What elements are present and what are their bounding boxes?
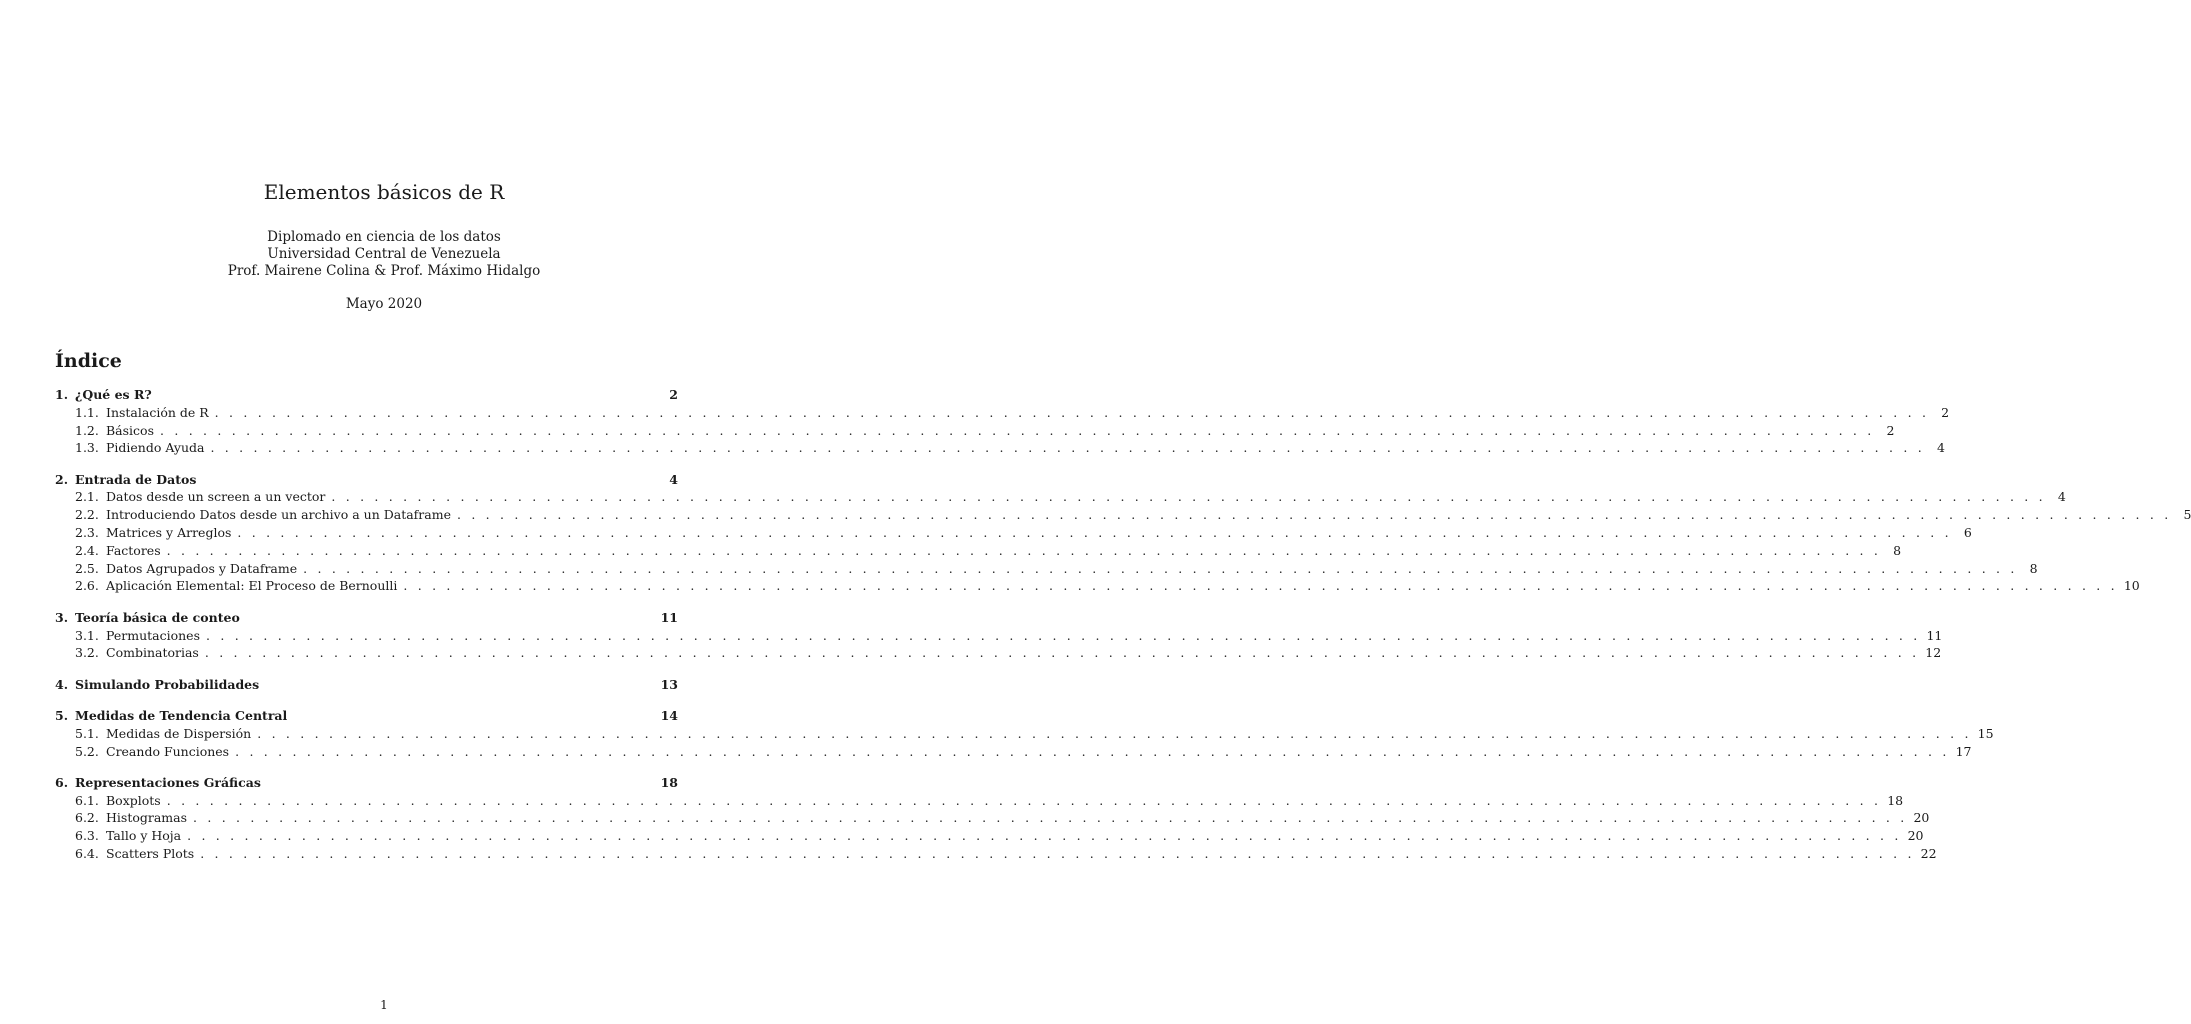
toc-subsection-title: Combinatorias — [106, 645, 199, 661]
toc-dot-leader: . . . . . . . . . . . . . . . . . . . . . . . . . . . . . . . . . . . . . . . . . . . . . . . . . . . . . . . . . . . . . . . . . . . . . . . . . . . . . . . . . . . . . . . . . . . . . . . . . . . . . . . . . . . . . . . . . . . . . . . . — [237, 525, 1952, 541]
toc-section-title: Entrada de Datos — [75, 471, 197, 487]
toc-section-title: Teoría básica de conteo — [75, 609, 240, 625]
toc-subsection-entry[interactable] — [55, 577, 2140, 595]
toc-dot-leader: . . . . . . . . . . . . . . . . . . . . . . . . . . . . . . . . . . . . . . . . . . . . . . . . . . . . . . . . . . . . . . . . . . . . . . . . . . . . . . . . . . . . . . . . . . . . . . . . . . . . . . . . . . . . . . . . . . . . . . . . — [193, 810, 1908, 826]
toc-section-page: 11 — [660, 609, 678, 625]
toc-section — [55, 386, 1950, 457]
toc-section-number: 6. — [55, 774, 69, 790]
toc-subsection-entry[interactable] — [55, 506, 2191, 524]
toc-dot-leader: . . . . . . . . . . . . . . . . . . . . . . . . . . . . . . . . . . . . . . . . . . . . . . . . . . . . . . . . . . . . . . . . . . . . . . . . . . . . . . . . . . . . . . . . . . . . . . . . . . . . . . . . . . . . . . . . . . . . . . . . — [214, 404, 1930, 420]
toc-heading: Índice — [55, 350, 122, 372]
toc-subsection-title: Histogramas — [106, 810, 188, 826]
toc-subsection-entry[interactable] — [55, 627, 1943, 645]
toc-subsection-page: 20 — [1913, 810, 1930, 826]
toc-subsection-entry[interactable] — [55, 524, 1972, 542]
toc-dot-leader: . . . . . . . . . . . . . . . . . . . . . . . . . . . . . . . . . . . . . . . . . . . . . . . . . . . . . . . . . . . . . . . . . . . . . . . . . . . . . . . . . . . . . . . . . . . . . . . . . . . . . . . . . . . . . . . . . . . . . . . . — [200, 846, 1915, 862]
toc-section-page: 14 — [660, 707, 678, 723]
toc-subsection-title: Tallo y Hoja — [106, 828, 182, 844]
toc-subsection-number: 6.3. — [75, 828, 99, 844]
toc-subsection-entry[interactable] — [55, 827, 1924, 845]
toc-subsection-title: Medidas de Dispersión — [106, 725, 252, 741]
toc-dot-leader: . . . . . . . . . . . . . . . . . . . . . . . . . . . . . . . . . . . . . . . . . . . . . . . . . . . . . . . . . . . . . . . . . . . . . . . . . . . . . . . . . . . . . . . . . . . . . . . . . . . . . . . . . . . . . . . . . . . . . . . . — [206, 627, 1921, 643]
toc-section-page: 2 — [669, 387, 678, 402]
toc-subsection-number: 2.6. — [75, 578, 99, 594]
toc-dot-leader: . . . . . . . . . . . . . . . . . . . . . . . . . . . . . . . . . . . . . . . . . . . . . . . . . . . . . . . . . . . . . . . . . . . . . . . . . . . . . . . . . . . . . . . . . . . . . . . . . . . . . . . . . . . . . . . . . . . . . . . . — [235, 743, 1950, 759]
toc-subsection-page: 22 — [1920, 846, 1937, 862]
toc-section — [55, 774, 1937, 863]
toc-dot-leader: . . . . . . . . . . . . . . . . . . . . . . . . . . . . . . . . . . . . . . . . . . . . . . . . . . . . . . . . . . . . . . . . . . . . . . . . . . . . . . . . . . . . . . . . . . . . . . . . . . . . . . . . . . . . . . . . . . . . . . . . — [303, 560, 2018, 576]
document-title: Elementos básicos de R — [263, 180, 505, 204]
toc-section-entry[interactable] — [55, 676, 678, 694]
toc-subsection-page: 4 — [2057, 489, 2066, 505]
toc-subsection-number: 5.1. — [75, 725, 99, 741]
toc-dot-leader: . . . . . . . . . . . . . . . . . . . . . . . . . . . . . . . . . . . . . . . . . . . . . . . . . . . . . . . . . . . . . . . . . . . . . . . . . . . . . . . . . . . . . . . . . . . . . . . . . . . . . . . . . . . . . . . . . . . . . . . . — [331, 489, 2046, 505]
table-of-contents — [55, 386, 2191, 876]
toc-dot-leader: . . . . . . . . . . . . . . . . . . . . . . . . . . . . . . . . . . . . . . . . . . . . . . . . . . . . . . . . . . . . . . . . . . . . . . . . . . . . . . . . . . . . . . . . . . . . . . . . . . . . . . . . . . . . . . . . . . . . . . . . — [166, 792, 1882, 808]
toc-subsection-entry[interactable] — [55, 439, 1945, 457]
toc-subsection-title: Datos desde un screen a un vector — [106, 489, 326, 505]
toc-subsection-page: 4 — [1936, 440, 1945, 456]
toc-dot-leader: . . . . . . . . . . . . . . . . . . . . . . . . . . . . . . . . . . . . . . . . . . . . . . . . . . . . . . . . . . . . . . . . . . . . . . . . . . . . . . . . . . . . . . . . . . . . . . . . . . . . . . . . . . . . . . . . . . . . . . . . — [166, 542, 1882, 558]
toc-section-title: Simulando Probabilidades — [75, 676, 260, 692]
toc-subsection-title: Básicos — [106, 422, 154, 438]
toc-subsection-title: Aplicación Elemental: El Proceso de Bernoulli — [106, 578, 398, 594]
toc-subsection-entry[interactable] — [55, 644, 1942, 662]
toc-subsection-entry[interactable] — [55, 743, 1972, 761]
toc-subsection-page: 10 — [2123, 578, 2140, 594]
toc-subsection-entry[interactable] — [55, 422, 1895, 440]
toc-subsection-title: Creando Funciones — [106, 743, 230, 759]
toc-section-title: ¿Qué es R? — [75, 387, 152, 402]
toc-section-entry[interactable] — [55, 707, 678, 725]
toc-section — [55, 471, 2191, 596]
toc-subsection-entry[interactable] — [55, 792, 1904, 810]
toc-subsection-entry[interactable] — [55, 542, 1902, 560]
toc-dot-leader: . . . . . . . . . . . . . . . . . . . . . . . . . . . . . . . . . . . . . . . . . . . . . . . . . . . . . . . . . . . . . . . . . . . . . . . . . . . . . . . . . . . . . . . . . . . . . . . . . . . . . . . . . . . . . . . . . . . . . . . . — [456, 507, 2172, 523]
toc-section-entry[interactable] — [55, 386, 678, 404]
toc-subsection-number: 2.5. — [75, 560, 99, 576]
toc-subsection-number: 2.4. — [75, 542, 99, 558]
toc-subsection-page: 2 — [1886, 422, 1895, 438]
toc-subsection-title: Introduciendo Datos desde un archivo a un Dataframe — [106, 507, 451, 523]
toc-subsection-number: 6.2. — [75, 810, 99, 826]
toc-subsection-page: 8 — [1893, 542, 1902, 558]
toc-subsection-entry[interactable] — [55, 404, 1950, 422]
toc-subsection-number: 6.1. — [75, 792, 99, 808]
toc-subsection-page: 6 — [1963, 525, 1972, 541]
subtitle-university: Universidad Central de Venezuela — [267, 246, 501, 262]
toc-dot-leader: . . . . . . . . . . . . . . . . . . . . . . . . . . . . . . . . . . . . . . . . . . . . . . . . . . . . . . . . . . . . . . . . . . . . . . . . . . . . . . . . . . . . . . . . . . . . . . . . . . . . . . . . . . . . . . . . . . . . . . . . — [403, 578, 2118, 594]
toc-subsection-number: 1.2. — [75, 422, 99, 438]
toc-subsection-title: Pidiendo Ayuda — [106, 440, 205, 456]
toc-section — [55, 676, 678, 694]
toc-subsection-page: 8 — [2029, 560, 2038, 576]
toc-section — [55, 707, 1994, 760]
toc-section-page: 18 — [660, 774, 678, 790]
toc-section-number: 1. — [55, 387, 69, 402]
toc-subsection-number: 1.1. — [75, 404, 99, 420]
toc-dot-leader: . . . . . . . . . . . . . . . . . . . . . . . . . . . . . . . . . . . . . . . . . . . . . . . . . . . . . . . . . . . . . . . . . . . . . . . . . . . . . . . . . . . . . . . . . . . . . . . . . . . . . . . . . . . . . . . . . . . . . . . . — [204, 645, 1920, 661]
toc-subsection-entry[interactable] — [55, 845, 1937, 863]
toc-subsection-page: 5 — [2183, 507, 2191, 523]
toc-section-number: 2. — [55, 471, 69, 487]
toc-subsection-title: Boxplots — [106, 792, 161, 808]
toc-section-number: 5. — [55, 707, 69, 723]
toc-section-page: 4 — [669, 471, 678, 487]
toc-subsection-title: Scatters Plots — [106, 846, 195, 862]
toc-subsection-number: 2.1. — [75, 489, 99, 505]
toc-subsection-number: 2.3. — [75, 525, 99, 541]
toc-subsection-entry[interactable] — [55, 560, 2038, 578]
toc-subsection-number: 2.2. — [75, 507, 99, 523]
toc-subsection-entry[interactable] — [55, 725, 1994, 743]
toc-subsection-title: Permutaciones — [106, 627, 200, 643]
toc-dot-leader: . . . . . . . . . . . . . . . . . . . . . . . . . . . . . . . . . . . . . . . . . . . . . . . . . . . . . . . . . . . . . . . . . . . . . . . . . . . . . . . . . . . . . . . . . . . . . . . . . . . . . . . . . . . . . . . . . . . . . . . . — [257, 725, 1972, 741]
toc-dot-leader: . . . . . . . . . . . . . . . . . . . . . . . . . . . . . . . . . . . . . . . . . . . . . . . . . . . . . . . . . . . . . . . . . . . . . . . . . . . . . . . . . . . . . . . . . . . . . . . . . . . . . . . . . . . . . . . . . . . . . . . . — [210, 440, 1925, 456]
subtitle-authors: Prof. Mairene Colina & Prof. Máximo Hidalgo — [227, 263, 541, 279]
document-date: Mayo 2020 — [345, 296, 423, 312]
toc-section-entry[interactable] — [55, 774, 678, 792]
toc-section-number: 3. — [55, 609, 69, 625]
toc-subsection-number: 1.3. — [75, 440, 99, 456]
toc-section-page: 13 — [660, 676, 678, 692]
toc-subsection-number: 5.2. — [75, 743, 99, 759]
toc-section-number: 4. — [55, 676, 69, 692]
subtitle-program: Diplomado en ciencia de los datos — [267, 229, 501, 245]
toc-section-title: Medidas de Tendencia Central — [75, 707, 288, 723]
toc-subsection-title: Factores — [106, 542, 161, 558]
toc-subsection-title: Datos Agrupados y Dataframe — [106, 560, 298, 576]
toc-dot-leader: . . . . . . . . . . . . . . . . . . . . . . . . . . . . . . . . . . . . . . . . . . . . . . . . . . . . . . . . . . . . . . . . . . . . . . . . . . . . . . . . . . . . . . . . . . . . . . . . . . . . . . . . . . . . . . . . . . . . . . . . — [160, 422, 1875, 438]
toc-subsection-page: 20 — [1907, 828, 1924, 844]
toc-subsection-entry[interactable] — [55, 488, 2066, 506]
toc-dot-leader: . . . . . . . . . . . . . . . . . . . . . . . . . . . . . . . . . . . . . . . . . . . . . . . . . . . . . . . . . . . . . . . . . . . . . . . . . . . . . . . . . . . . . . . . . . . . . . . . . . . . . . . . . . . . . . . . . . . . . . . . — [187, 828, 1902, 844]
page-number: 1 — [380, 998, 388, 1012]
toc-subsection-title: Instalación de R — [106, 404, 209, 420]
toc-subsection-entry[interactable] — [55, 809, 1930, 827]
toc-subsection-title: Matrices y Arreglos — [106, 525, 232, 541]
toc-subsection-page: 2 — [1941, 404, 1950, 420]
toc-subsection-number: 3.1. — [75, 627, 99, 643]
toc-subsection-page: 11 — [1926, 627, 1943, 643]
toc-section-entry[interactable] — [55, 609, 678, 627]
toc-subsection-page: 12 — [1925, 645, 1942, 661]
toc-subsection-number: 3.2. — [75, 645, 99, 661]
toc-section-title: Representaciones Gráficas — [75, 774, 261, 790]
toc-section-entry[interactable] — [55, 471, 678, 489]
toc-subsection-page: 17 — [1955, 743, 1972, 759]
toc-subsection-page: 18 — [1887, 792, 1904, 808]
toc-subsection-page: 15 — [1977, 725, 1994, 741]
toc-section — [55, 609, 1943, 662]
toc-subsection-number: 6.4. — [75, 846, 99, 862]
